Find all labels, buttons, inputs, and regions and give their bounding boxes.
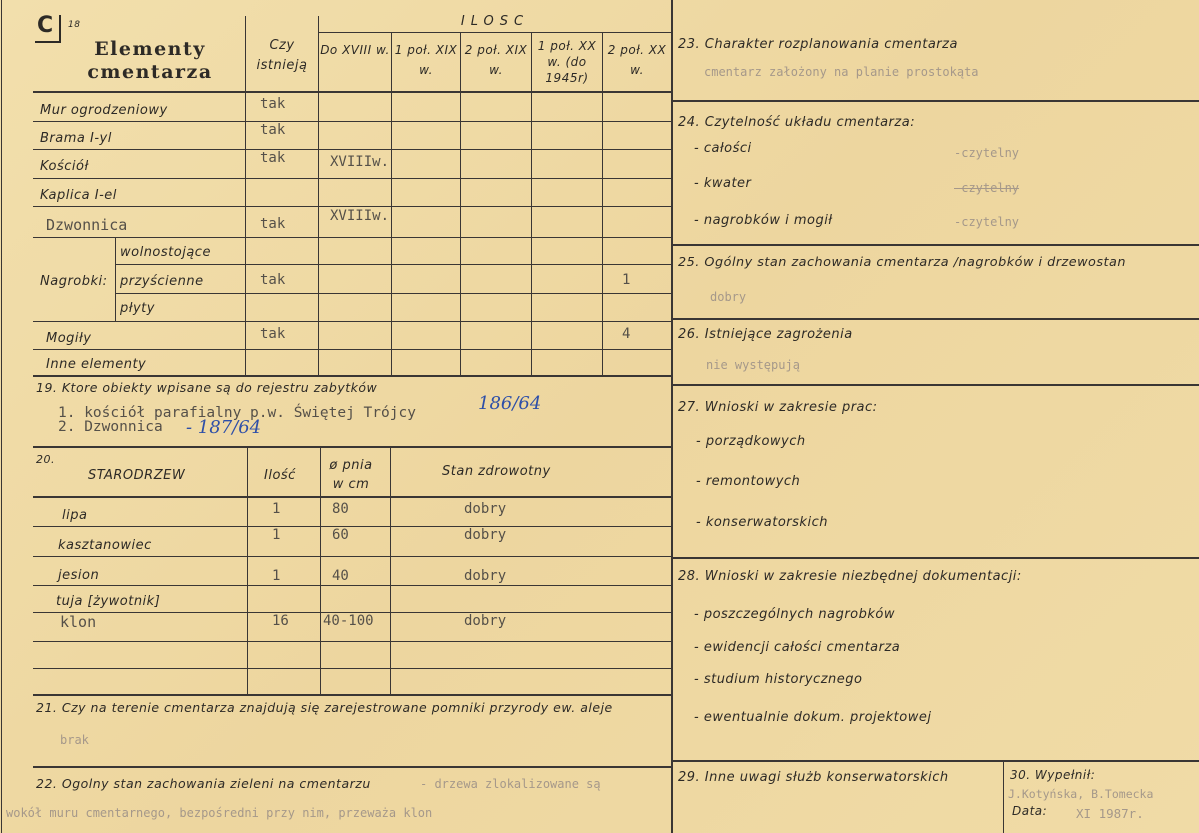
form-code-letter: C — [37, 13, 54, 38]
col-header-czy: Czy istnieją — [256, 38, 308, 73]
s26-answer: nie występują — [706, 358, 800, 372]
col-line — [391, 32, 392, 375]
row-line — [33, 585, 671, 586]
s24-label: 24. Czytelność układu cmentarza: — [678, 115, 916, 130]
row-czy-kosciol: tak — [260, 150, 286, 166]
left-edge-line — [1, 0, 2, 833]
tree-ilosc-klon: 16 — [272, 613, 289, 629]
s24-item-kwater: - kwater — [694, 176, 752, 191]
nagrobki-col-line — [115, 237, 116, 321]
col-line — [247, 446, 248, 694]
section-title — [60, 38, 240, 84]
row-line — [33, 641, 671, 642]
row-line — [33, 178, 671, 179]
section-line — [671, 557, 1199, 559]
row-line — [33, 149, 671, 150]
s28-item-nagrobkow: - poszczególnych nagrobków — [694, 607, 895, 622]
s24-item-nagrobkow: - nagrobków i mogił — [694, 213, 833, 228]
s25-answer: dobry — [710, 290, 747, 304]
row-label-mogily: Mogiły — [46, 331, 92, 346]
section-line — [33, 446, 671, 448]
header-bottom-line — [33, 91, 671, 93]
s19-item2: 2. Dzwonnica — [58, 419, 163, 435]
s28-item-ewidencji: - ewidencji całości cmentarza — [694, 640, 901, 655]
tree-ilosc-kasztanowiec: 1 — [272, 527, 281, 543]
form-code-sup: 18 — [68, 20, 81, 30]
section-line — [671, 100, 1199, 102]
s19-heading: 19. Ktore obiekty wpisane są do rejestru zabytków — [36, 380, 378, 395]
s20-col-stan: Stan zdrowotny — [442, 464, 551, 479]
section-line — [671, 244, 1199, 246]
s27-item-remontowych: - remontowych — [696, 474, 801, 489]
col-line — [531, 32, 532, 375]
s19-item1-handwritten: 186/64 — [478, 393, 542, 414]
s23-label: 23. Charakter rozplanowania cmentarza — [678, 37, 958, 52]
row-do18-dzwonnica: XVIIIw. — [330, 208, 390, 224]
tree-pnia-jesion: 40 — [332, 568, 349, 584]
section-line — [33, 694, 671, 696]
s20-col-name: STARODRZEW — [88, 468, 186, 483]
section-line — [33, 375, 671, 377]
row-czy-brama: tak — [260, 122, 286, 138]
tree-name-klon: klon — [60, 613, 97, 631]
tree-name-kasztanowiec: kasztanowiec — [58, 538, 152, 553]
tree-pnia-lipa: 80 — [332, 501, 349, 517]
row-label-inne: Inne elementy — [46, 357, 147, 372]
s27-item-porzadkowych: - porządkowych — [696, 434, 806, 449]
col-line — [460, 32, 461, 375]
s20-num: 20. — [36, 453, 55, 466]
row-line — [33, 668, 671, 669]
row-line — [33, 556, 671, 557]
row-line — [115, 264, 671, 265]
ilosc-underline — [318, 32, 671, 33]
tree-ilosc-lipa: 1 — [272, 501, 281, 517]
tree-name-lipa: lipa — [62, 508, 88, 523]
row-line — [115, 293, 671, 294]
section-line — [671, 384, 1199, 386]
col-header-xx1: 1 poł. XX w. (do 1945r) — [537, 39, 597, 85]
nagrobki-przyscienne: przyścienne — [120, 274, 204, 289]
col-header-xix2: 2 poł. XIX w. — [464, 43, 528, 77]
section-line — [671, 760, 1199, 762]
s28-label: 28. Wnioski w zakresie niezbędnej dokumentacji: — [678, 569, 1022, 584]
row-line — [33, 321, 671, 322]
s28-item-projektowej: - ewentualnie dokum. projektowej — [694, 710, 932, 725]
nagrobki-przyscienne-xx2: 1 — [622, 272, 631, 288]
s19-item1: 1. kościół parafialny p.w. Świętej Trójcy — [58, 405, 416, 421]
row-czy-mogily: tak — [260, 326, 286, 342]
col-line — [245, 16, 246, 375]
s26-label: 26. Istniejące zagrożenia — [678, 327, 853, 342]
s24-value-nagrobkow: -czytelny — [954, 215, 1020, 229]
s21-answer: brak — [60, 733, 89, 747]
row-label-kaplica: Kaplica I-el — [40, 188, 117, 203]
row-line — [33, 496, 671, 498]
row-do18-kosciol: XVIIIw. — [330, 154, 390, 170]
row-label-mur: Mur ogrodzeniowy — [40, 103, 168, 118]
tree-stan-lipa: dobry — [464, 501, 507, 517]
nagrobki-przyscienne-czy: tak — [260, 272, 286, 288]
s20-col-pnia: ø pnia w cm — [329, 458, 373, 492]
col-line — [320, 446, 321, 694]
tree-stan-jesion: dobry — [464, 568, 507, 584]
col-line — [602, 32, 603, 375]
row-line — [33, 121, 671, 122]
s24-item-calosci: - całości — [694, 141, 752, 156]
row-label-brama: Brama I-yl — [40, 131, 112, 146]
s25-label: 25. Ogólny stan zachowania cmentarza /nagrobków i drzewostan — [678, 255, 1127, 270]
s20-col-ilosc: Ilość — [264, 468, 296, 483]
section-line — [33, 766, 671, 768]
ilosc-header: ILOSC — [460, 14, 530, 29]
nagrobki-label: Nagrobki: — [40, 274, 108, 289]
s28-item-studium: - studium historycznego — [694, 672, 863, 687]
row-line — [33, 206, 671, 207]
tree-ilosc-jesion: 1 — [272, 568, 281, 584]
title-line1: Elementy — [94, 38, 206, 60]
tree-name-jesion: jesion — [58, 568, 100, 583]
s22-answer1: - drzewa zlokalizowane są — [420, 777, 601, 791]
col-header-xx2: 2 poł. XX w. — [607, 43, 667, 77]
tree-name-tuja: tuja [żywotnik] — [56, 594, 161, 609]
s24-value-kwater: -czytelny — [954, 181, 1020, 195]
row-xx2-mogily: 4 — [622, 326, 631, 342]
s30-date-label: Data: — [1012, 804, 1048, 818]
s29-label: 29. Inne uwagi służb konserwatorskich — [678, 770, 949, 785]
row-line — [33, 237, 671, 238]
s19-item2-handwritten: - 187/64 — [186, 417, 262, 438]
s30-label: 30. Wypełnił: — [1010, 768, 1096, 782]
row-line — [33, 349, 671, 350]
row-label-dzwonnica: Dzwonnica — [46, 216, 128, 234]
section-line — [671, 318, 1199, 320]
tree-stan-klon: dobry — [464, 613, 507, 629]
nagrobki-wolnostojace: wolnostojące — [120, 245, 211, 260]
s22-text: 22. Ogolny stan zachowania zieleni na cmentarzu — [36, 776, 371, 791]
s27-label: 27. Wnioski w zakresie prac: — [678, 400, 878, 415]
s23-answer: cmentarz założony na planie prostokąta — [704, 65, 979, 79]
s27-item-konserwatorskich: - konserwatorskich — [696, 515, 828, 530]
s21-text: 21. Czy na terenie cmentarza znajdują się zarejestrowane pomniki przyrody ew. aleje — [36, 700, 613, 715]
form-code-box — [35, 15, 61, 43]
row-czy-dzwonnica: tak — [260, 216, 286, 232]
tree-pnia-kasztanowiec: 60 — [332, 527, 349, 543]
tree-stan-kasztanowiec: dobry — [464, 527, 507, 543]
nagrobki-plyty: płyty — [120, 301, 155, 316]
col-line — [1003, 760, 1004, 833]
s30-date-value: XI 1987r. — [1076, 806, 1144, 821]
title-line2: cmentarza — [87, 61, 213, 83]
s22-answer2: wokół muru cmentarnego, bezpośredni przy nim, przeważa klon — [6, 806, 433, 820]
s24-value-calosci: -czytelny — [954, 146, 1020, 160]
col-line — [390, 446, 391, 694]
center-divider — [671, 0, 673, 833]
col-header-xix1: 1 poł. XIX w. — [394, 43, 458, 77]
row-label-kosciol: Kościół — [40, 159, 89, 174]
col-header-do18: Do XVIII w. — [320, 43, 390, 57]
row-czy-mur: tak — [260, 96, 286, 112]
col-line — [318, 16, 319, 375]
s30-names: J.Kotyńska, B.Tomecka — [1008, 787, 1154, 801]
tree-pnia-klon: 40-100 — [323, 613, 374, 629]
row-line — [33, 526, 671, 527]
